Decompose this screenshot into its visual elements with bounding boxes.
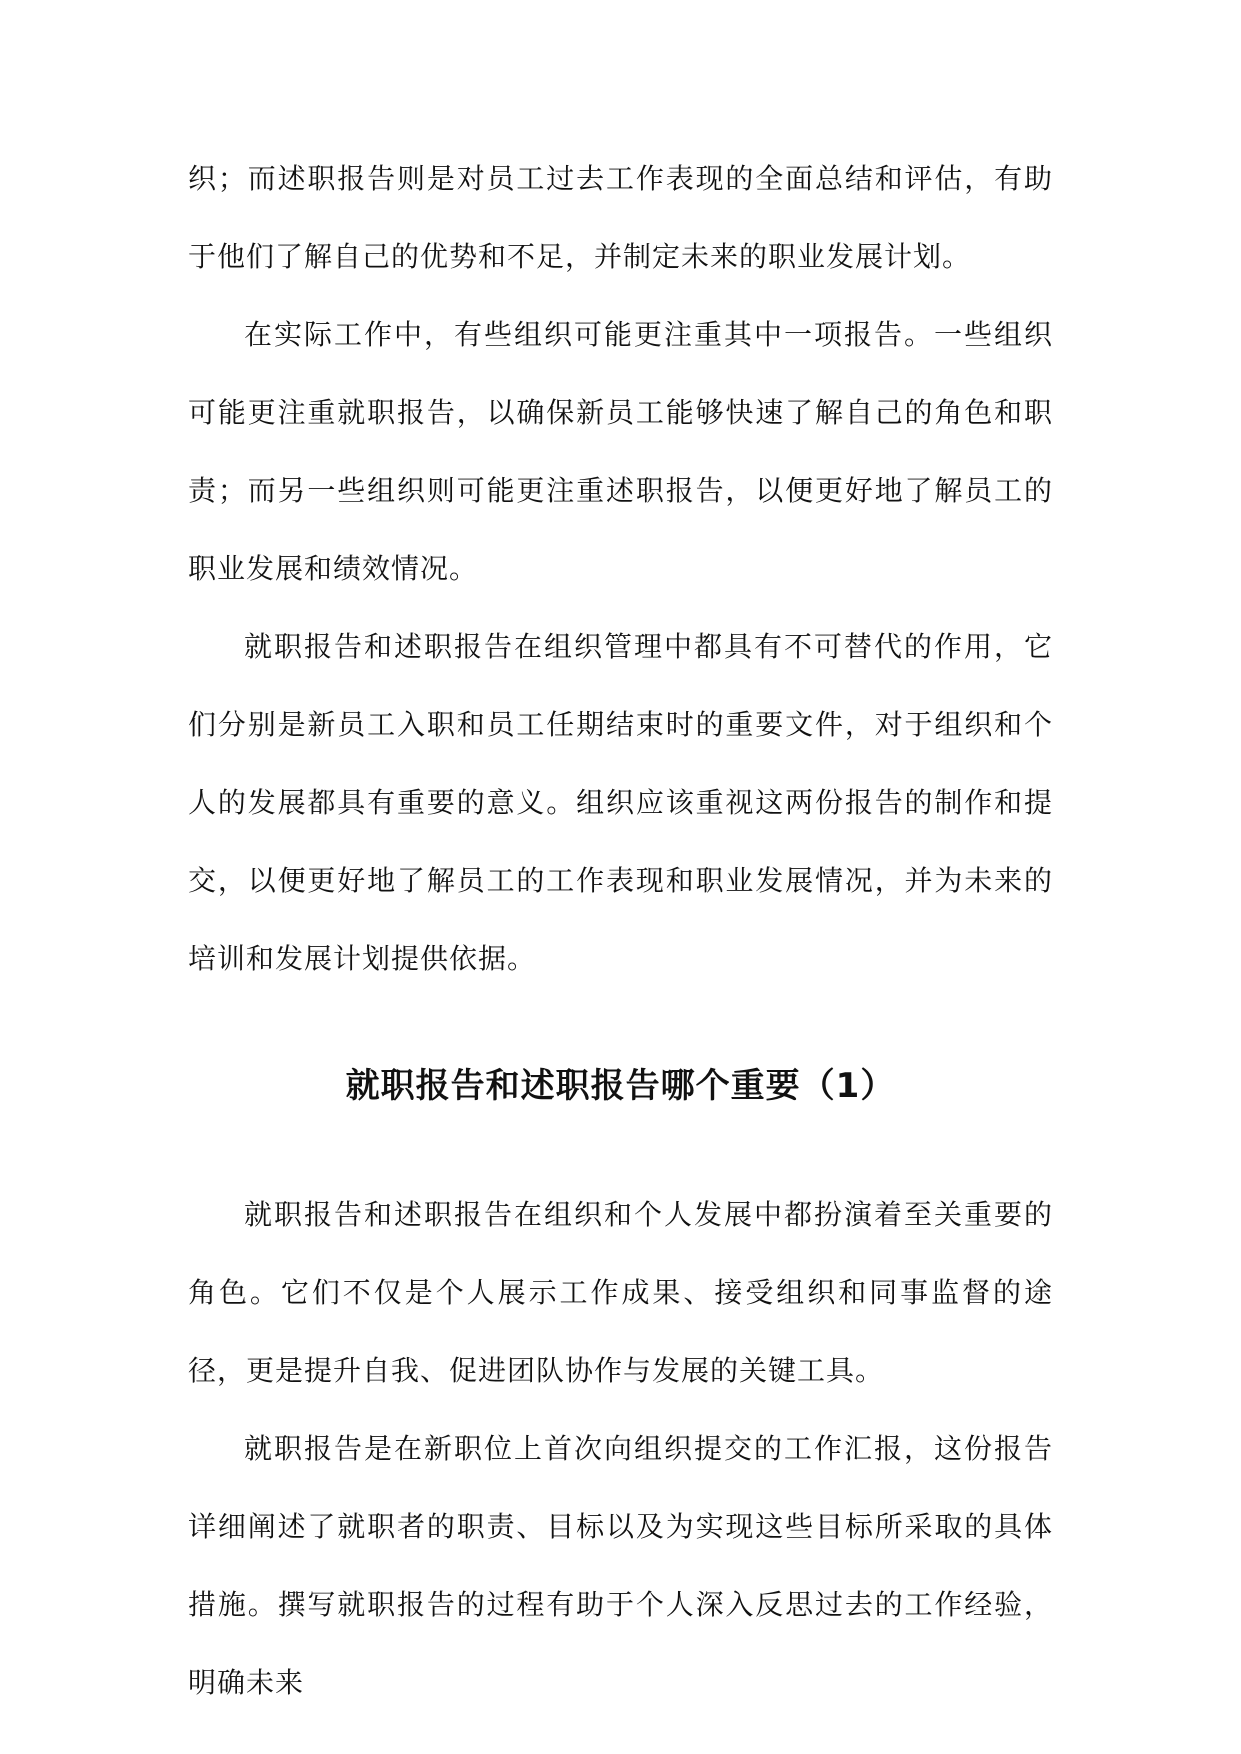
document-body (188, 140, 1053, 1722)
paragraph: 就职报告是在新职位上首次向组织提交的工作汇报，这份报告详细阐述了就职者的职责、目标以及为实现这些目标所采取的具体措施。撰写就职报告的过程有助于个人深入反思过去的工作经验，明确未来 (188, 1432, 1053, 1699)
paragraph-continuation: 织；而述职报告则是对员工过去工作表现的全面总结和评估，有助于他们了解自己的优势和不足，并制定未来的职业发展计划。 (188, 162, 1053, 273)
section-title: 就职报告和述职报告哪个重要（1） (345, 1066, 896, 1106)
paragraph: 就职报告和述职报告在组织管理中都具有不可替代的作用，它们分别是新员工入职和员工任期结束时的重要文件，对于组织和个人的发展都具有重要的意义。组织应该重视这两份报告的制作和提交，以便更好地了解员工的工作表现和职业发展情况，并为未来的培训和发展计划提供依据。 (188, 630, 1053, 975)
paragraph: 就职报告和述职报告在组织和个人发展中都扮演着至关重要的角色。它们不仅是个人展示工作成果、接受组织和同事监督的途径，更是提升自我、促进团队协作与发展的关键工具。 (188, 1198, 1053, 1387)
paragraph: 在实际工作中，有些组织可能更注重其中一项报告。一些组织可能更注重就职报告，以确保新员工能够快速了解自己的角色和职责；而另一些组织则可能更注重述职报告，以便更好地了解员工的职业发展和绩效情况。 (188, 318, 1053, 585)
